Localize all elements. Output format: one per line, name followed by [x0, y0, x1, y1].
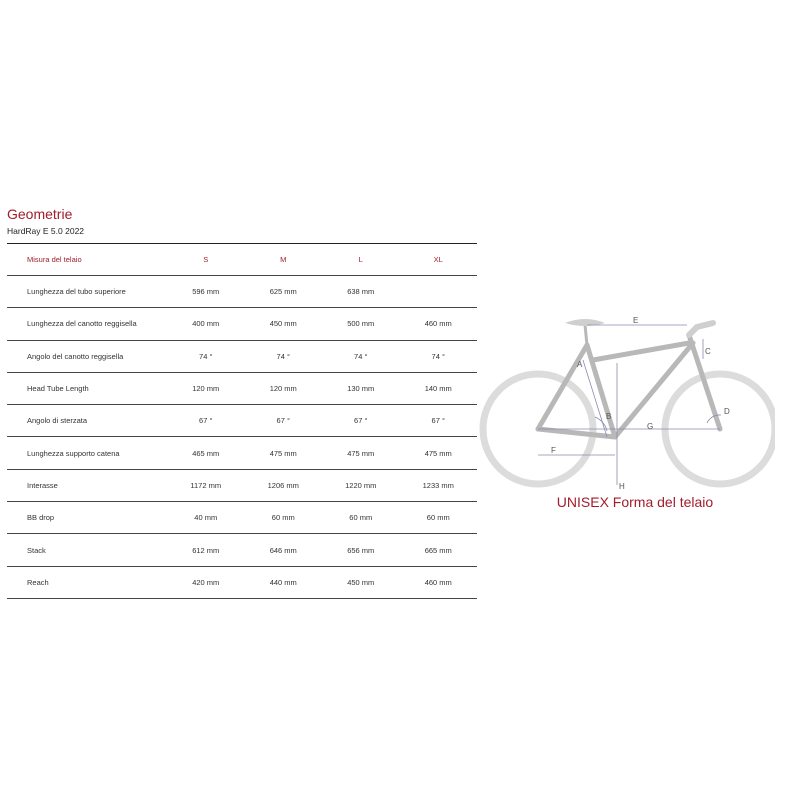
dim-label-e: E [633, 316, 639, 325]
cell-value: 67 ° [167, 405, 245, 437]
column-header: S [167, 244, 245, 276]
table-row [7, 372, 477, 404]
dim-label-a: A [577, 360, 583, 369]
cell-value: 665 mm [400, 534, 478, 566]
cell-value: 625 mm [245, 276, 323, 308]
cell-value: 60 mm [322, 502, 400, 534]
dim-label-f: F [551, 446, 556, 455]
cell-value: 74 ° [400, 340, 478, 372]
table-row [7, 534, 477, 566]
cell-value: 450 mm [322, 566, 400, 598]
cell-value: 475 mm [245, 437, 323, 469]
table-row [7, 469, 477, 501]
handlebar [689, 323, 713, 335]
cell-value: 460 mm [400, 308, 478, 340]
table-row [7, 308, 477, 340]
row-label: Interasse [7, 469, 167, 501]
cell-value: 1233 mm [400, 469, 478, 501]
cell-value: 596 mm [167, 276, 245, 308]
cell-value: 67 ° [400, 405, 478, 437]
cell-value: 140 mm [400, 372, 478, 404]
geometry-table [7, 243, 477, 599]
dim-label-h: H [619, 482, 625, 490]
cell-value: 440 mm [245, 566, 323, 598]
row-label: Lunghezza del tubo superiore [7, 276, 167, 308]
cell-value: 612 mm [167, 534, 245, 566]
cell-value: 450 mm [245, 308, 323, 340]
cell-value: 500 mm [322, 308, 400, 340]
cell-value: 60 mm [245, 502, 323, 534]
table-body [7, 276, 477, 599]
dim-label-g: G [647, 422, 654, 431]
table-row [7, 276, 477, 308]
cell-value: 638 mm [322, 276, 400, 308]
row-label: Reach [7, 566, 167, 598]
cell-value: 475 mm [322, 437, 400, 469]
cell-value: 120 mm [167, 372, 245, 404]
frame-caption: UNISEX Forma del telaio [556, 494, 714, 510]
column-header: XL [400, 244, 478, 276]
bike-frame-diagram [475, 305, 775, 490]
table-row [7, 340, 477, 372]
cell-value: 460 mm [400, 566, 478, 598]
cell-value: 130 mm [322, 372, 400, 404]
frame-tubes [538, 335, 720, 437]
cell-value: 40 mm [167, 502, 245, 534]
cell-value: 646 mm [245, 534, 323, 566]
dim-label-c: C [705, 347, 711, 356]
cell-value: 465 mm [167, 437, 245, 469]
column-header: L [322, 244, 400, 276]
model-subtitle: HardRay E 5.0 2022 [7, 226, 85, 236]
dim-label-d: D [724, 407, 730, 416]
cell-value: 420 mm [167, 566, 245, 598]
dim-label-b: B [606, 412, 612, 421]
table-row [7, 566, 477, 598]
cell-value: 1206 mm [245, 469, 323, 501]
row-label: Angolo di sterzata [7, 405, 167, 437]
cell-value: 1220 mm [322, 469, 400, 501]
seatpost [585, 325, 587, 345]
row-label: Angolo del canotto reggisella [7, 340, 167, 372]
column-header: Misura del telaio [7, 244, 167, 276]
cell-value: 74 ° [245, 340, 323, 372]
row-label: Lunghezza supporto catena [7, 437, 167, 469]
cell-value [400, 276, 478, 308]
table-header-row [7, 244, 477, 276]
cell-value: 120 mm [245, 372, 323, 404]
cell-value: 74 ° [322, 340, 400, 372]
row-label: Head Tube Length [7, 372, 167, 404]
page-title: Geometrie [7, 206, 73, 222]
cell-value: 656 mm [322, 534, 400, 566]
cell-value: 74 ° [167, 340, 245, 372]
row-label: Stack [7, 534, 167, 566]
row-label: Lunghezza del canotto reggisella [7, 308, 167, 340]
row-label: BB drop [7, 502, 167, 534]
cell-value: 60 mm [400, 502, 478, 534]
table-row [7, 437, 477, 469]
cell-value: 400 mm [167, 308, 245, 340]
table-row [7, 502, 477, 534]
cell-value: 67 ° [245, 405, 323, 437]
cell-value: 1172 mm [167, 469, 245, 501]
column-header: M [245, 244, 323, 276]
cell-value: 475 mm [400, 437, 478, 469]
table-row [7, 405, 477, 437]
cell-value: 67 ° [322, 405, 400, 437]
